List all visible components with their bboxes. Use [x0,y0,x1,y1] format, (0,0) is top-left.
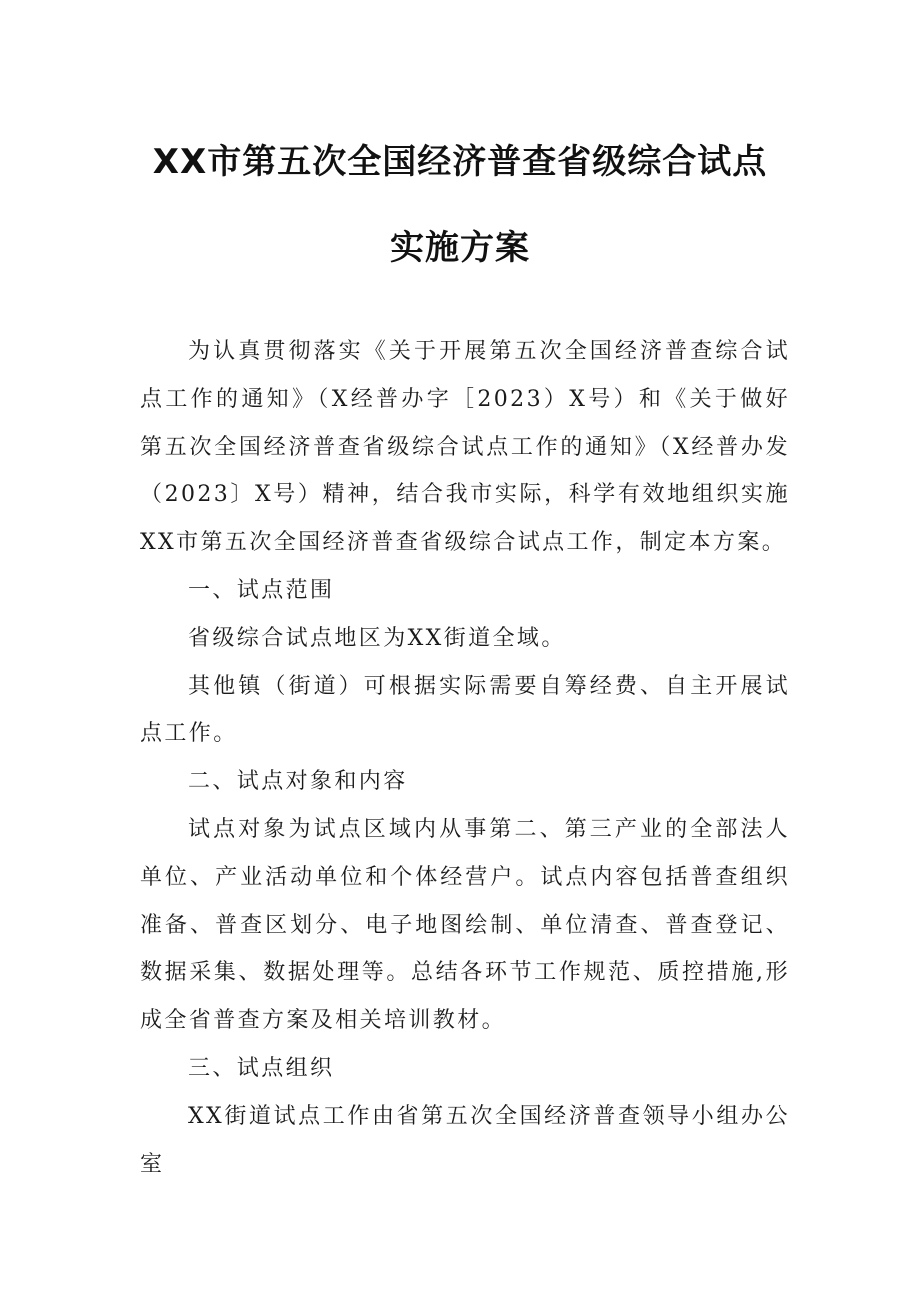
document-title-line-2: 实施方案 [390,228,530,268]
scope-paragraph-2: 其他镇（街道）可根据实际需要自筹经费、自主开展试点工作。 [140,673,790,747]
intro-paragraph: 为认真贯彻落实《关于开展第五次全国经济普查综合试点工作的通知》（X经普办字［2023）X号）和《关于做好第五次全国经济普查省级综合试点工作的通知》（X经普办发（2023〕X号）精神，结合我市实际，科学有效地组织实施XX市第五次全国经济普查省级综合试点工作，制定本方案。 [140,339,790,556]
scope-paragraph-1: 省级综合试点地区为XX街道全域。 [188,625,566,651]
document-title-line-1: XX市第五次全国经济普查省级综合试点 [152,142,768,182]
section-heading-scope: 一、试点范围 [188,577,335,603]
section-heading-organization: 三、试点组织 [188,1055,335,1081]
section-heading-objects: 二、试点对象和内容 [188,769,408,795]
objects-paragraph: 试点对象为试点区域内从事第二、第三产业的全部法人单位、产业活动单位和个体经营户。试点内容包括普查组织准备、普查区划分、电子地图绘制、单位清查、普查登记、数据采集、数据处理等。总结各环节工作规范、质控措施,形成全省普查方案及相关培训教材。 [140,816,790,1034]
organization-paragraph: XX街道试点工作由省第五次全国经济普查领导小组办公室 [140,1103,790,1177]
document-body [140,328,790,1188]
